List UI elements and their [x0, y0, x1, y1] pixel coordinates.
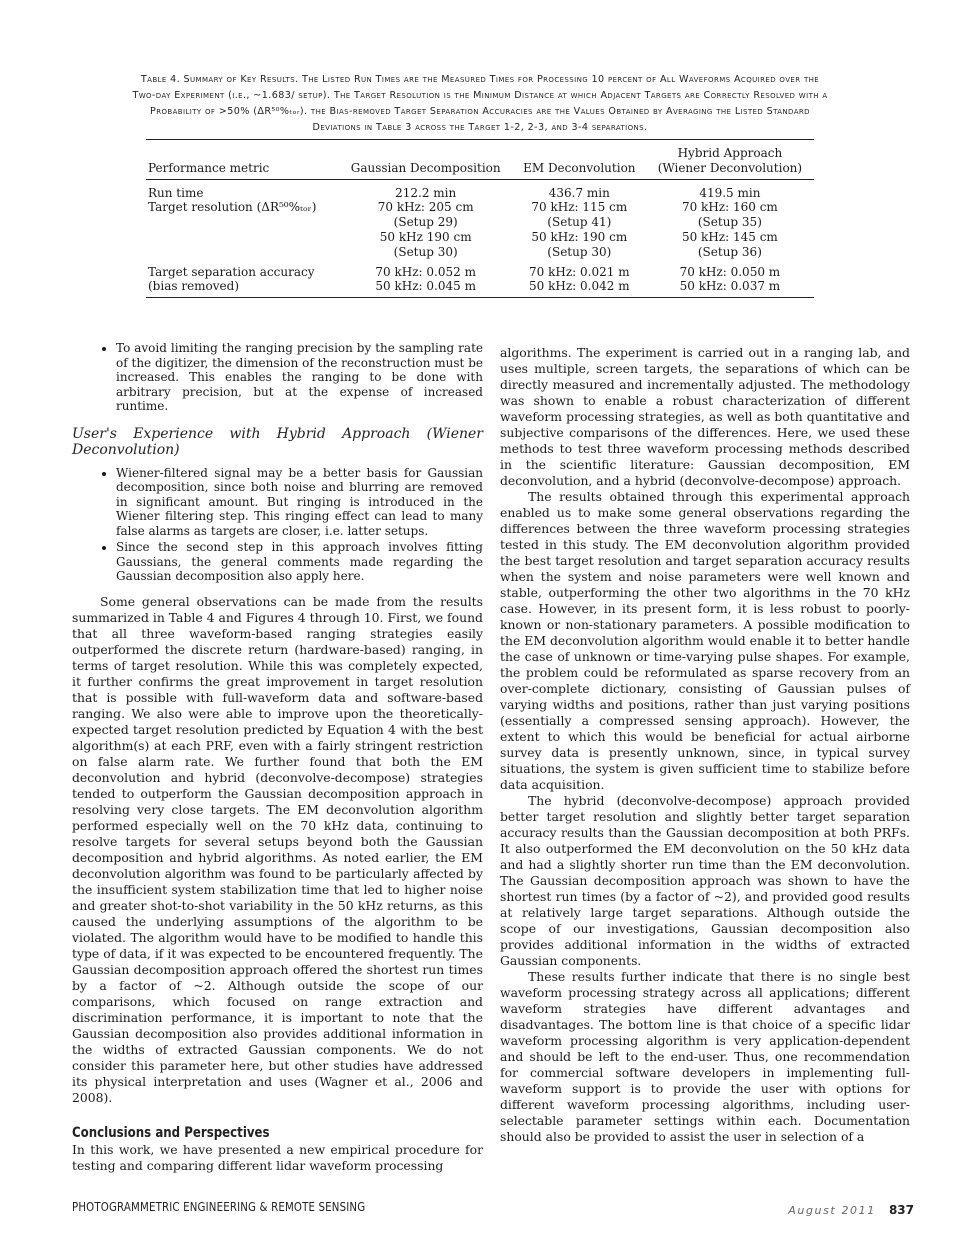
header-metric: Performance metric — [146, 146, 339, 179]
cell-text: (Setup 36) — [697, 244, 762, 259]
body-paragraph: Some general observations can be made from the results summarized in Table 4 and Figures 4 through 10. First, we found that all three waveform-based ranging strategies easily outperformed the discrete return (hardware-based) ranging, in terms of target resolution. While this was completely expected, it further confirms the great improvement in target resolution that is possible with full-waveform data and software-based ranging. We also were able to improve upon the theoretically-expected target resolution predicted by Equation 4 with the best algorithm(s) at each PRF, even with a fairly stringent restriction on false alarm rate. We further found that both the EM deconvolution and hybrid (deconvolve-decompose) strategies tended to outperform the Gaussian decomposition approach in resolving very close targets. The EM deconvolution algorithm performed especially well on the 70 kHz data, continuing to resolve targets for several setups beyond both the Gaussian decomposition and hybrid algorithms. As noted earlier, the EM deconvolution algorithm was found to be particularly affected by the insufficient system stabilization time that led to higher noise and greater shot-to-shot variability in the 50 kHz returns, as this caused the underlying assumptions of the algorithm to be violated. The algorithm would have to be modified to handle this type of data, if it was expected to be encountered frequently. The Gaussian decomposition approach offered the shortest run times by a factor of ~2. Although outside the scope of our comparisons, which focused on range extraction and discrimination performance, it is important to note that the Gaussian decomposition also provides additional information in the widths of extracted Gaussian components. We do not consider this parameter here, but other studies have addressed its physical interpretation and uses (Wagner et al., 2006 and 2008). — [72, 593, 483, 1105]
cell-text: 70 kHz: 0.050 m — [679, 264, 781, 279]
cell-text: (Setup 30) — [393, 244, 458, 259]
subheading-hybrid: User's Experience with Hybrid Approach (Wiener Deconvolution) — [72, 425, 483, 458]
header-em: EM Deconvolution — [513, 146, 646, 179]
cell-text: 50 kHz: 0.045 m — [375, 279, 476, 294]
row-resolution-gaussian — [339, 200, 513, 259]
row-resolution-em — [513, 200, 646, 259]
row-run-time-em — [513, 179, 646, 200]
body-paragraph: The hybrid (deconvolve-decompose) approach provided better target resolution and slightly better target separation accuracy results than the Gaussian decomposition at both PRFs. It also outperformed the EM deconvolution on the 50 kHz data and had a slightly shorter run time than the EM deconvolution. The Gaussian decomposition approach was shown to have the shortest run times (by a factor of ~2), and provided good results at relatively large target separations. Although outside the scope of our investigations, Gaussian decomposition also provides additional information in the widths of extracted Gaussian components. — [500, 793, 910, 968]
row-resolution-metric — [146, 200, 339, 259]
header-hybrid-line2: (Wiener Deconvolution) — [657, 160, 803, 175]
page-number: 837 — [888, 1203, 914, 1217]
cell-text: 50 kHz 190 cm — [379, 229, 472, 244]
header-gaussian: Gaussian Decomposition — [339, 146, 513, 179]
cell-text: 50 kHz: 145 cm — [681, 229, 778, 244]
cell-text: 212.2 min — [395, 185, 457, 200]
list-item: • Wiener-filtered signal may be a better basis for Gaussian decomposition, since both noise and blurring are removed in significant amount. But ringing is introduced in the Wiener filtering step. This ringing effect can lead to many false alarms as targets are closer, i.e. latter setups. — [116, 466, 483, 539]
table-row — [146, 260, 814, 298]
cell-text: (Setup 29) — [393, 215, 458, 230]
body-paragraph: algorithms. The experiment is carried out in a ranging lab, and uses multiple, screen targets, the separations of which can be directly measured and incrementally adjusted. The methodology was shown to enable a robust characterization of different waveform processing strategies, as well as both quantitative and subjective comparisons of the differences. Here, we used these methods to test three waveform processing methods described in the scientific literature: Gaussian decomposition, EM deconvolution, and a hybrid (deconvolve-decompose) approach. — [500, 345, 910, 488]
results-table — [146, 146, 814, 298]
cell-text: Run time — [148, 185, 204, 200]
right-column — [500, 345, 910, 1145]
row-resolution-hybrid — [646, 200, 814, 259]
footer-right — [788, 1199, 914, 1218]
cell-text: 50 kHz: 0.037 m — [679, 279, 781, 294]
footer-journal-name: PHOTOGRAMMETRIC ENGINEERING & REMOTE SENSING — [72, 1200, 366, 1214]
row-accuracy-gaussian — [339, 260, 513, 298]
cell-text: 70 kHz: 160 cm — [681, 200, 778, 215]
body-paragraph: The results obtained through this experimental approach enabled us to make some general observations regarding the differences between the three waveform processing strategies tested in this study. The EM deconvolution algorithm provided the best target resolution and target separation accuracy results when the system and noise parameters were well known and stable, outperforming the other two algorithms in the 70 kHz case. However, in its present form, it is less robust to poorly-known or non-stationary parameters. A possible modification to the EM deconvolution algorithm would enable it to better handle the case of unknown or time-varying pulse shapes. For example, the problem could be reformulated as sparse recovery from an over-complete dictionary, consisting of Gaussian pulses of varying widths and positions, rather than just varying positions (essentially a compressed sensing approach). However, the extent to which this would be beneficial for actual airborne survey data is presently unknown, since, in typical survey situations, the system is given sufficient time to stabilize before data acquisition. — [500, 489, 910, 792]
cell-text: (Setup 35) — [697, 215, 762, 230]
body-paragraph: In this work, we have presented a new empirical procedure for testing and comparing different lidar waveform processing — [72, 1141, 483, 1173]
table-caption: Table 4. Summary of Key Results. The Listed Run Times are the Measured Times for Processing 10 percent of All Waveforms Acquired over the Two-day Experiment (i.e., ~1.683/ setup). The Target Resolution is the Minimum Distance at which Adjacent Targets are Correctly Resolved with a Probability of >50% (ΔR⁵⁰%ₜₒᵣ). the Bias-removed Target Separation Accuracies are the Values Obtained by Averaging the Listed Standard Deviations in Table 3 across the Target 1-2, 2-3, and 3-4 separations. — [132, 74, 828, 133]
cell-text: 419.5 min — [699, 185, 761, 200]
cell-text: 436.7 min — [548, 185, 610, 200]
cell-text: 70 kHz: 0.021 m — [529, 264, 630, 279]
left-column — [72, 341, 483, 1174]
row-run-time-gaussian — [339, 179, 513, 200]
header-hybrid — [646, 146, 814, 179]
bullet-list-hybrid — [72, 466, 483, 584]
cell-text: 70 kHz: 115 cm — [531, 200, 628, 215]
list-item: • Since the second step in this approach involves fitting Gaussians, the general comments made regarding the Gaussian decomposition also apply here. — [116, 540, 483, 584]
table-row — [146, 179, 814, 200]
table-row — [146, 200, 814, 259]
row-run-time-metric — [146, 179, 339, 200]
cell-text: (Setup 30) — [547, 244, 612, 259]
section-heading: Conclusions and Perspectives — [72, 1124, 270, 1141]
cell-text: (bias removed) — [148, 279, 240, 294]
list-item: • To avoid limiting the ranging precision by the sampling rate of the digitizer, the dimension of the reconstruction must be increased. This enables the ranging to be done with arbitrary precision, but at the expense of increased runtime. — [116, 341, 483, 414]
cell-text: 50 kHz: 0.042 m — [529, 279, 630, 294]
footer-date: August 2011 — [788, 1204, 876, 1217]
row-run-time-hybrid — [646, 179, 814, 200]
cell-text: 70 kHz: 0.052 m — [375, 264, 476, 279]
cell-text: (Setup 41) — [547, 215, 612, 230]
bullet-list-top — [72, 341, 483, 414]
cell-text: Target resolution (ΔR⁵⁰%ₜₒᵣ) — [148, 200, 317, 215]
cell-text: Target separation accuracy — [148, 264, 315, 279]
header-hybrid-line1: Hybrid Approach — [677, 146, 783, 160]
row-accuracy-hybrid — [646, 260, 814, 298]
cell-text: 70 kHz: 205 cm — [377, 200, 474, 215]
cell-text: 50 kHz: 190 cm — [531, 229, 628, 244]
row-accuracy-metric — [146, 260, 339, 298]
row-accuracy-em — [513, 260, 646, 298]
caption-rule — [146, 139, 814, 140]
body-paragraph: These results further indicate that there is no single best waveform processing strategy across all applications; different waveform strategies have different advantages and disadvantages. The bottom line is that choice of a specific lidar waveform processing algorithm is very application-dependent and should be left to the end-user. Thus, one recommendation for commercial software developers in implementing full-waveform support is to provide the user with options for different waveform processing algorithms, including user-selectable parameter settings within each. Documentation should also be provided to assist the user in selection of a — [500, 969, 910, 1144]
table-header-row — [146, 146, 814, 179]
